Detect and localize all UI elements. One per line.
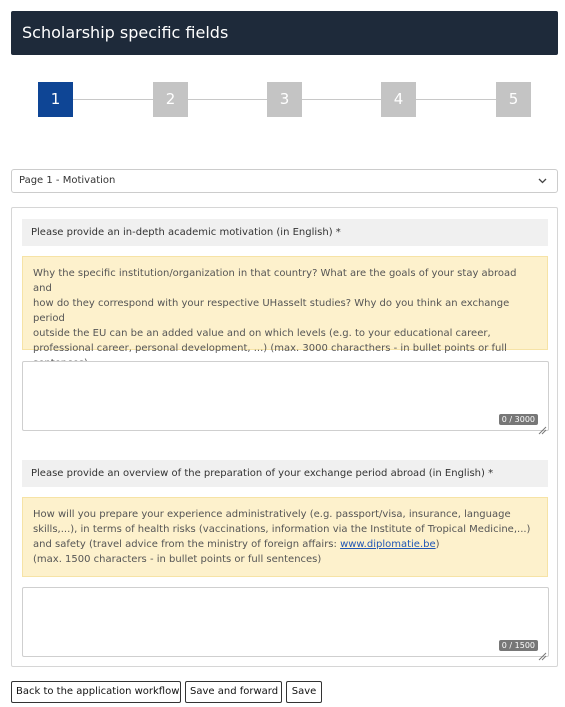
help-line: (max. 1500 characters - in bullet points or full sentences): [33, 554, 322, 565]
step-4[interactable]: 4: [381, 82, 416, 117]
step-3[interactable]: 3: [267, 82, 302, 117]
help-box-preparation: [22, 497, 548, 577]
help-line: [33, 537, 537, 552]
step-2[interactable]: 2: [153, 82, 188, 117]
motivation-textarea[interactable]: [22, 361, 549, 431]
resize-handle-icon[interactable]: [538, 420, 547, 429]
question-label-preparation: Please provide an overview of the preparation of your exchange period abroad (in English) *: [22, 460, 548, 487]
page-select-dropdown[interactable]: [11, 169, 558, 193]
page-title: Scholarship specific fields: [22, 23, 229, 42]
help-text: ): [435, 539, 440, 550]
page-select-value: Page 1 - Motivation: [19, 175, 116, 186]
help-line: Why the specific institution/organization in that country? What are the goals of your stay abroad and: [33, 268, 517, 294]
questions-panel: [11, 207, 558, 667]
step-indicator: [38, 82, 531, 117]
step-1[interactable]: 1: [38, 82, 73, 117]
preparation-textarea[interactable]: [22, 587, 549, 657]
help-line: skills,...), in terms of health risks (vaccinations, information via the Institute of Tropical Medicine,...): [33, 524, 531, 535]
help-line: outside the EU can be an added value and on which levels (e.g. to your educational career,: [33, 328, 491, 339]
resize-handle-icon[interactable]: [538, 646, 547, 655]
chevron-down-icon: [538, 170, 547, 201]
character-counter: 0 / 3000: [499, 414, 538, 425]
help-line: how do they correspond with your respective UHasselt studies? Why do you think an exchange period: [33, 298, 510, 324]
help-line: professional career, personal development, ...) (max. 3000 characthers - in bullet points or full: [33, 343, 507, 354]
diplomatie-link[interactable]: www.diplomatie.be: [340, 539, 436, 550]
question-label-motivation: Please provide an in-depth academic motivation (in English) *: [22, 219, 548, 246]
step-5[interactable]: 5: [496, 82, 531, 117]
save-and-forward-button[interactable]: Save and forward: [185, 681, 282, 703]
back-to-workflow-button[interactable]: Back to the application workflow: [11, 681, 181, 703]
save-button[interactable]: Save: [286, 681, 322, 703]
help-box-motivation: [22, 256, 548, 354]
page-header: [11, 11, 558, 55]
help-line: How will you prepare your experience administratively (e.g. passport/visa, insurance, language: [33, 509, 511, 520]
character-counter: 0 / 1500: [499, 640, 538, 651]
help-text: and safety (travel advice from the ministry of foreign affairs:: [33, 539, 341, 550]
